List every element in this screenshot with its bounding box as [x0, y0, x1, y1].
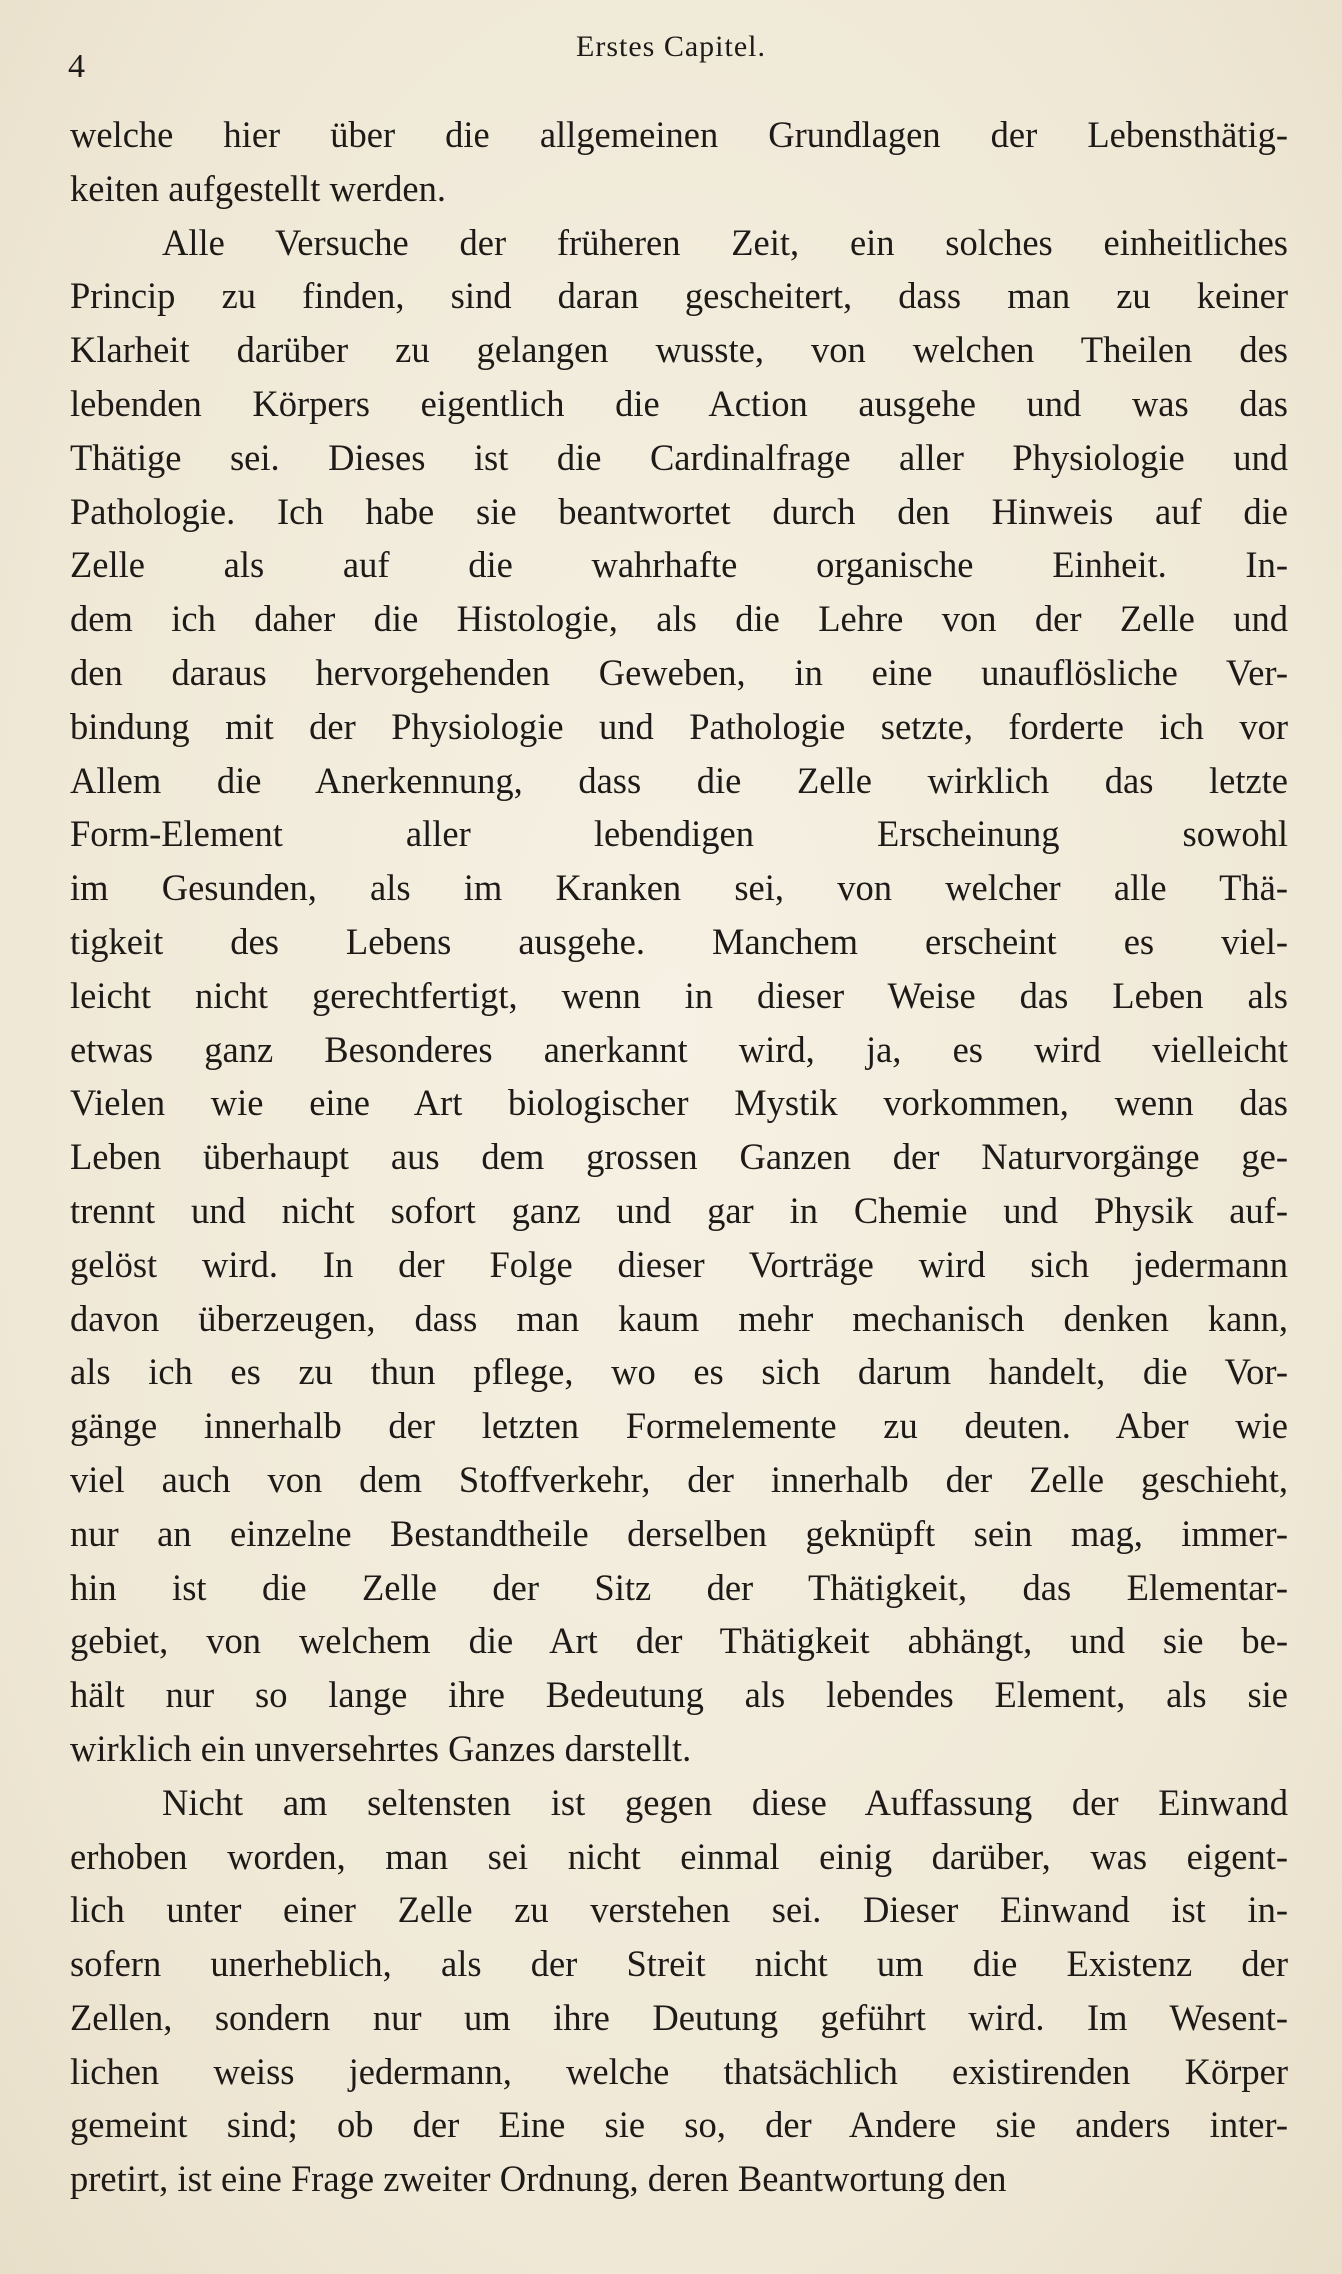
paragraph	[70, 108, 1288, 216]
text-line: viel auch von dem Stoffverkehr, der innerhalb der Zelle geschieht,	[70, 1458, 1288, 1500]
text-line: sofern unerheblich, als der Streit nicht um die Existenz der	[70, 1943, 1288, 1985]
text-line: im Gesunden, als im Kranken sei, von welcher alle Thä-	[70, 867, 1288, 909]
text-line: Form-Element aller lebendigen Erscheinung sowohl	[70, 813, 1288, 855]
text-line: Nicht am seltensten ist gegen diese Auffassung der Einwand	[162, 1781, 1288, 1823]
text-line: wirklich ein unversehrtes Ganzes darstellt.	[70, 1727, 692, 1769]
text-line: dem ich daher die Histologie, als die Lehre von der Zelle und	[70, 598, 1288, 640]
page-header	[68, 30, 1274, 100]
text-line: Allem die Anerkennung, dass die Zelle wirklich das letzte	[70, 759, 1288, 801]
text-line: Pathologie. Ich habe sie beantwortet durch den Hinweis auf die	[70, 490, 1288, 532]
text-line: trennt und nicht sofort ganz und gar in Chemie und Physik auf-	[70, 1189, 1288, 1231]
text-line: tigkeit des Lebens ausgehe. Manchem erscheint es viel-	[70, 920, 1288, 962]
text-line: gelöst wird. In der Folge dieser Vorträge wird sich jedermann	[70, 1243, 1288, 1285]
page-number: 4	[68, 48, 85, 85]
text-line: lebenden Körpers eigentlich die Action ausgehe und was das	[70, 382, 1288, 424]
text-line: Thätige sei. Dieses ist die Cardinalfrage aller Physiologie und	[70, 436, 1288, 478]
text-line: Zelle als auf die wahrhafte organische Einheit. In-	[70, 544, 1288, 586]
text-line: Klarheit darüber zu gelangen wusste, von welchen Theilen des	[70, 329, 1288, 371]
text-line: lichen weiss jedermann, welche thatsächlich existirenden Körper	[70, 2050, 1288, 2092]
text-line: Zellen, sondern nur um ihre Deutung geführt wird. Im Wesent-	[70, 1996, 1288, 2038]
text-line: etwas ganz Besonderes anerkannt wird, ja, es wird vielleicht	[70, 1028, 1288, 1070]
text-line: den daraus hervorgehenden Geweben, in eine unauflösliche Ver-	[70, 651, 1288, 693]
text-line: nur an einzelne Bestandtheile derselben geknüpft sein mag, immer-	[70, 1512, 1288, 1554]
text-line: welche hier über die allgemeinen Grundlagen der Lebensthätig-	[70, 114, 1288, 155]
text-line: Alle Versuche der früheren Zeit, ein solches einheitliches	[162, 221, 1288, 263]
text-line: gänge innerhalb der letzten Formelemente zu deuten. Aber wie	[70, 1405, 1288, 1447]
text-line: bindung mit der Physiologie und Pathologie setzte, forderte ich vor	[70, 705, 1288, 747]
body-text	[70, 108, 1288, 2206]
text-line: erhoben worden, man sei nicht einmal einig darüber, was eigent-	[70, 1835, 1288, 1877]
text-line: hält nur so lange ihre Bedeutung als lebendes Element, als sie	[70, 1674, 1288, 1716]
text-line: gebiet, von welchem die Art der Thätigkeit abhängt, und sie be-	[70, 1620, 1288, 1662]
paragraph	[70, 1776, 1288, 2206]
text-line: lich unter einer Zelle zu verstehen sei. Dieser Einwand ist in-	[70, 1889, 1288, 1931]
text-line: Leben überhaupt aus dem grossen Ganzen der Naturvorgänge ge-	[70, 1136, 1288, 1178]
text-line: leicht nicht gerechtfertigt, wenn in dieser Weise das Leben als	[70, 974, 1288, 1016]
text-line: Princip zu finden, sind daran gescheitert, dass man zu keiner	[70, 275, 1288, 317]
text-line: gemeint sind; ob der Eine sie so, der Andere sie anders inter-	[70, 2104, 1288, 2146]
text-line: davon überzeugen, dass man kaum mehr mechanisch denken kann,	[70, 1297, 1288, 1339]
paragraph	[70, 216, 1288, 1776]
text-line: pretirt, ist eine Frage zweiter Ordnung, deren Beantwortung den	[70, 2158, 1007, 2200]
text-line: als ich es zu thun pflege, wo es sich darum handelt, die Vor-	[70, 1351, 1288, 1393]
running-title: Erstes Capitel.	[576, 30, 766, 63]
text-line: Vielen wie eine Art biologischer Mystik vorkommen, wenn das	[70, 1082, 1288, 1124]
text-line: keiten aufgestellt werden.	[70, 167, 446, 209]
text-line: hin ist die Zelle der Sitz der Thätigkeit, das Elementar-	[70, 1566, 1288, 1608]
